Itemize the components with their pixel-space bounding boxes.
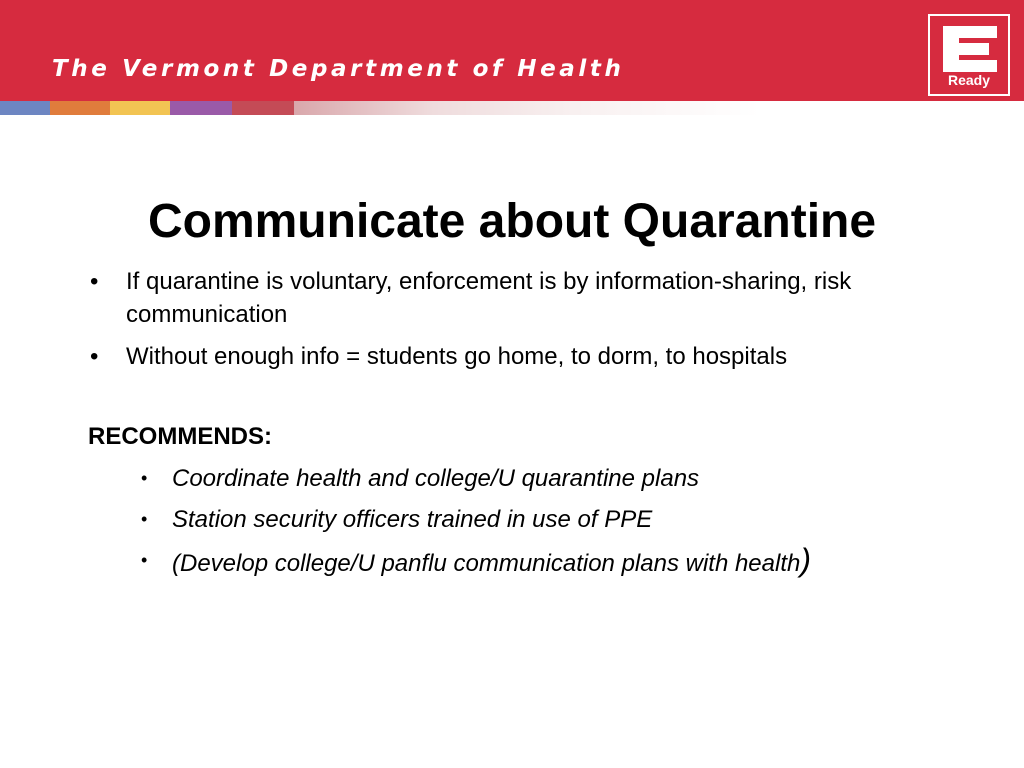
closing-paren: ) (800, 542, 812, 578)
e-ready-logo (928, 14, 1010, 96)
color-strip-segment (0, 101, 50, 115)
e-ready-logo-icon (943, 26, 997, 72)
recommendation-text: Coordinate health and college/U quarantine plans (172, 465, 700, 492)
bullet-marker: • (90, 343, 99, 370)
recommendation-text: (Develop college/U panflu communication plans with health (172, 550, 801, 577)
color-strip-segment (232, 101, 294, 115)
color-strip-segment (110, 101, 170, 115)
color-strip-segment (50, 101, 110, 115)
header-band (0, 0, 1024, 101)
list-item (90, 340, 960, 373)
list-item (141, 462, 1001, 495)
bullet-marker: • (141, 550, 148, 570)
list-item (141, 544, 1001, 580)
color-strip (0, 101, 760, 115)
bullet-marker: • (141, 468, 148, 488)
bullet-text: Without enough info = students go home, to dorm, to hospitals (126, 343, 788, 370)
recommendation-list (141, 462, 1001, 588)
bullet-list (90, 265, 960, 382)
bullet-text: If quarantine is voluntary, enforcement is by information-sharing, risk communication (126, 268, 852, 328)
organization-title: The Vermont Department of Health (52, 56, 625, 82)
bullet-marker: • (90, 268, 99, 295)
recommendation-text: Station security officers trained in use of PPE (172, 506, 653, 533)
list-item (90, 265, 960, 331)
color-strip-segment (170, 101, 232, 115)
color-strip-fade (294, 101, 760, 115)
slide-title: Communicate about Quarantine (147, 195, 877, 248)
bullet-marker: • (141, 509, 148, 529)
list-item (141, 503, 1001, 536)
recommends-heading: RECOMMENDS: (88, 423, 272, 450)
logo-label: Ready (947, 72, 991, 88)
